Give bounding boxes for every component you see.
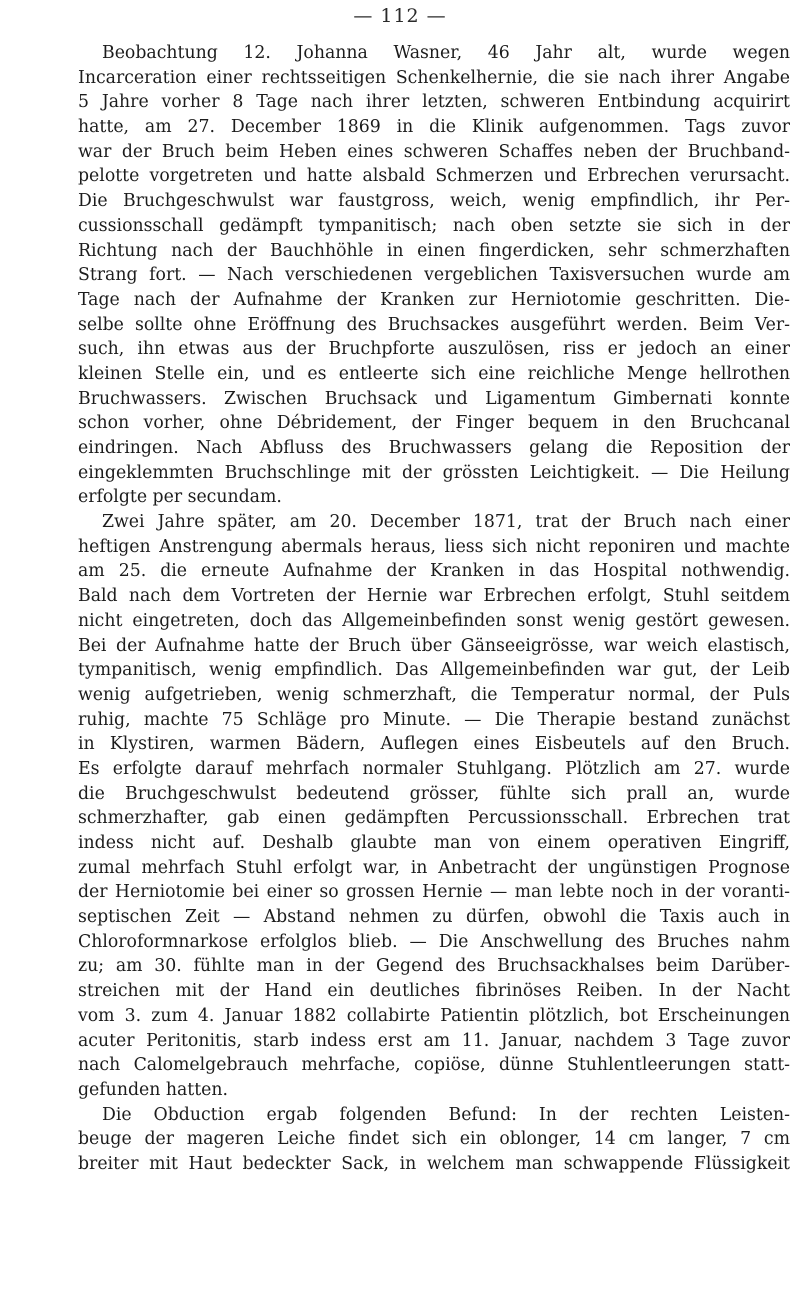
text-line: am 25. die erneute Aufnahme der Kranken in das Hospital nothwendig. bbox=[78, 561, 790, 582]
text-line: Zwei Jahre später, am 20. December 1871, trat der Bruch nach einer bbox=[102, 512, 790, 533]
text-line: septischen Zeit — Abstand nehmen zu dürfen, obwohl die Taxis auch in bbox=[78, 907, 790, 928]
text-line: schmerzhafter, gab einen gedämpften Percussionsschall. Erbrechen trat bbox=[78, 808, 790, 829]
text-line: die Bruchgeschwulst bedeutend grösser, fühlte sich prall an, wurde bbox=[78, 783, 790, 804]
text-line: heftigen Anstrengung abermals heraus, liess sich nicht reponiren und machte bbox=[78, 536, 790, 557]
text-line: selbe sollte ohne Eröffnung des Bruchsackes ausgeführt werden. Beim Ver- bbox=[78, 314, 790, 335]
text-line: indess nicht auf. Deshalb glaubte man von einem operativen Eingriff, bbox=[78, 833, 790, 853]
text-line: acuter Peritonitis, starb indess erst am 11. Januar, nachdem 3 Tage zuvor bbox=[78, 1030, 790, 1051]
text-line: cussionsschall gedämpft tympanitisch; nach oben setzte sie sich in der bbox=[78, 215, 790, 236]
text-line: pelotte vorgetreten und hatte alsbald Schmerzen und Erbrechen verursacht. bbox=[78, 166, 790, 187]
text-line: breiter mit Haut bedeckter Sack, in welchem man schwappende Flüssigkeit bbox=[78, 1153, 790, 1174]
text-line: der Herniotomie bei einer so grossen Hernie — man lebte noch in der voranti- bbox=[78, 882, 790, 903]
text-line: hatte, am 27. December 1869 in die Klinik aufgenommen. Tags zuvor bbox=[78, 117, 790, 138]
text-line: gefunden hatten. bbox=[78, 1079, 229, 1100]
text-line: zu; am 30. fühlte man in der Gegend des Bruchsackhalses beim Darüber- bbox=[78, 956, 790, 977]
text-line: kleinen Stelle ein, und es entleerte sich eine reichliche Menge hellrothen bbox=[78, 363, 790, 384]
text-line: wenig aufgetrieben, wenig schmerzhaft, die Temperatur normal, der Puls bbox=[78, 684, 790, 705]
text-line: Bruchwassers. Zwischen Bruchsack und Ligamentum Gimbernati konnte bbox=[78, 388, 790, 409]
text-line: eingeklemmten Bruchschlinge mit der grössten Leichtigkeit. — Die Heilung bbox=[78, 462, 790, 483]
text-line: ruhig, machte 75 Schläge pro Minute. — Die Therapie bestand zunächst bbox=[78, 709, 790, 730]
page-number: — 112 — bbox=[353, 5, 447, 27]
text-line: zumal mehrfach Stuhl erfolgt war, in Anbetracht der ungünstigen Prognose bbox=[78, 857, 790, 878]
text-line: in Klystiren, warmen Bädern, Auflegen eines Eisbeutels auf den Bruch. bbox=[78, 734, 790, 755]
body-text bbox=[78, 41, 790, 1177]
text-line: such, ihn etwas aus der Bruchpforte auszulösen, riss er jedoch an einer bbox=[78, 339, 790, 360]
text-line: Beobachtung 12. Johanna Wasner, 46 Jahr alt, wurde wegen bbox=[102, 43, 790, 63]
text-line: Es erfolgte darauf mehrfach normaler Stuhlgang. Plötzlich am 27. wurde bbox=[78, 758, 790, 779]
text-line: 5 Jahre vorher 8 Tage nach ihrer letzten, schweren Entbindung acquirirt bbox=[78, 92, 790, 113]
text-line: Strang fort. — Nach verschiedenen vergeblichen Taxisversuchen wurde am bbox=[78, 265, 790, 286]
text-line: Chloroformnarkose erfolglos blieb. — Die Anschwellung des Bruches nahm bbox=[78, 931, 790, 952]
text-line: schon vorher, ohne Débridement, der Finger bequem in den Bruchcanal bbox=[78, 413, 790, 434]
text-line: streichen mit der Hand ein deutliches fibrinöses Reiben. In der Nacht bbox=[78, 981, 790, 1002]
text-line: tympanitisch, wenig empfindlich. Das Allgemeinbefinden war gut, der Leib bbox=[78, 660, 790, 681]
text-line: eindringen. Nach Abfluss des Bruchwassers gelang die Reposition der bbox=[78, 438, 790, 458]
text-line: war der Bruch beim Heben eines schweren Schaffes neben der Bruchband- bbox=[78, 141, 790, 162]
text-line: nicht eingetreten, doch das Allgemeinbefinden sonst wenig gestört gewesen. bbox=[78, 610, 790, 631]
text-line: Richtung nach der Bauchhöhle in einen fingerdicken, sehr schmerzhaften bbox=[78, 240, 790, 261]
text-line: Die Obduction ergab folgenden Befund: In der rechten Leisten- bbox=[102, 1104, 790, 1125]
text-line: Bald nach dem Vortreten der Hernie war Erbrechen erfolgt, Stuhl seitdem bbox=[78, 586, 790, 607]
text-line: Bei der Aufnahme hatte der Bruch über Gänseeigrösse, war weich elastisch, bbox=[78, 635, 790, 656]
text-line: erfolgte per secundam. bbox=[78, 487, 282, 508]
text-line: nach Calomelgebrauch mehrfache, copiöse, dünne Stuhlentleerungen statt- bbox=[78, 1055, 790, 1076]
text-line: vom 3. zum 4. Januar 1882 collabirte Patientin plötzlich, bot Erscheinungen bbox=[78, 1005, 790, 1026]
text-line: Incarceration einer rechtsseitigen Schenkelhernie, die sie nach ihrer Angabe bbox=[78, 67, 790, 88]
text-line: Die Bruchgeschwulst war faustgross, weich, wenig empfindlich, ihr Per- bbox=[78, 191, 790, 212]
text-line: beuge der mageren Leiche findet sich ein oblonger, 14 cm langer, 7 cm bbox=[78, 1129, 790, 1150]
text-line: Tage nach der Aufnahme der Kranken zur Herniotomie geschritten. Die- bbox=[78, 289, 790, 310]
